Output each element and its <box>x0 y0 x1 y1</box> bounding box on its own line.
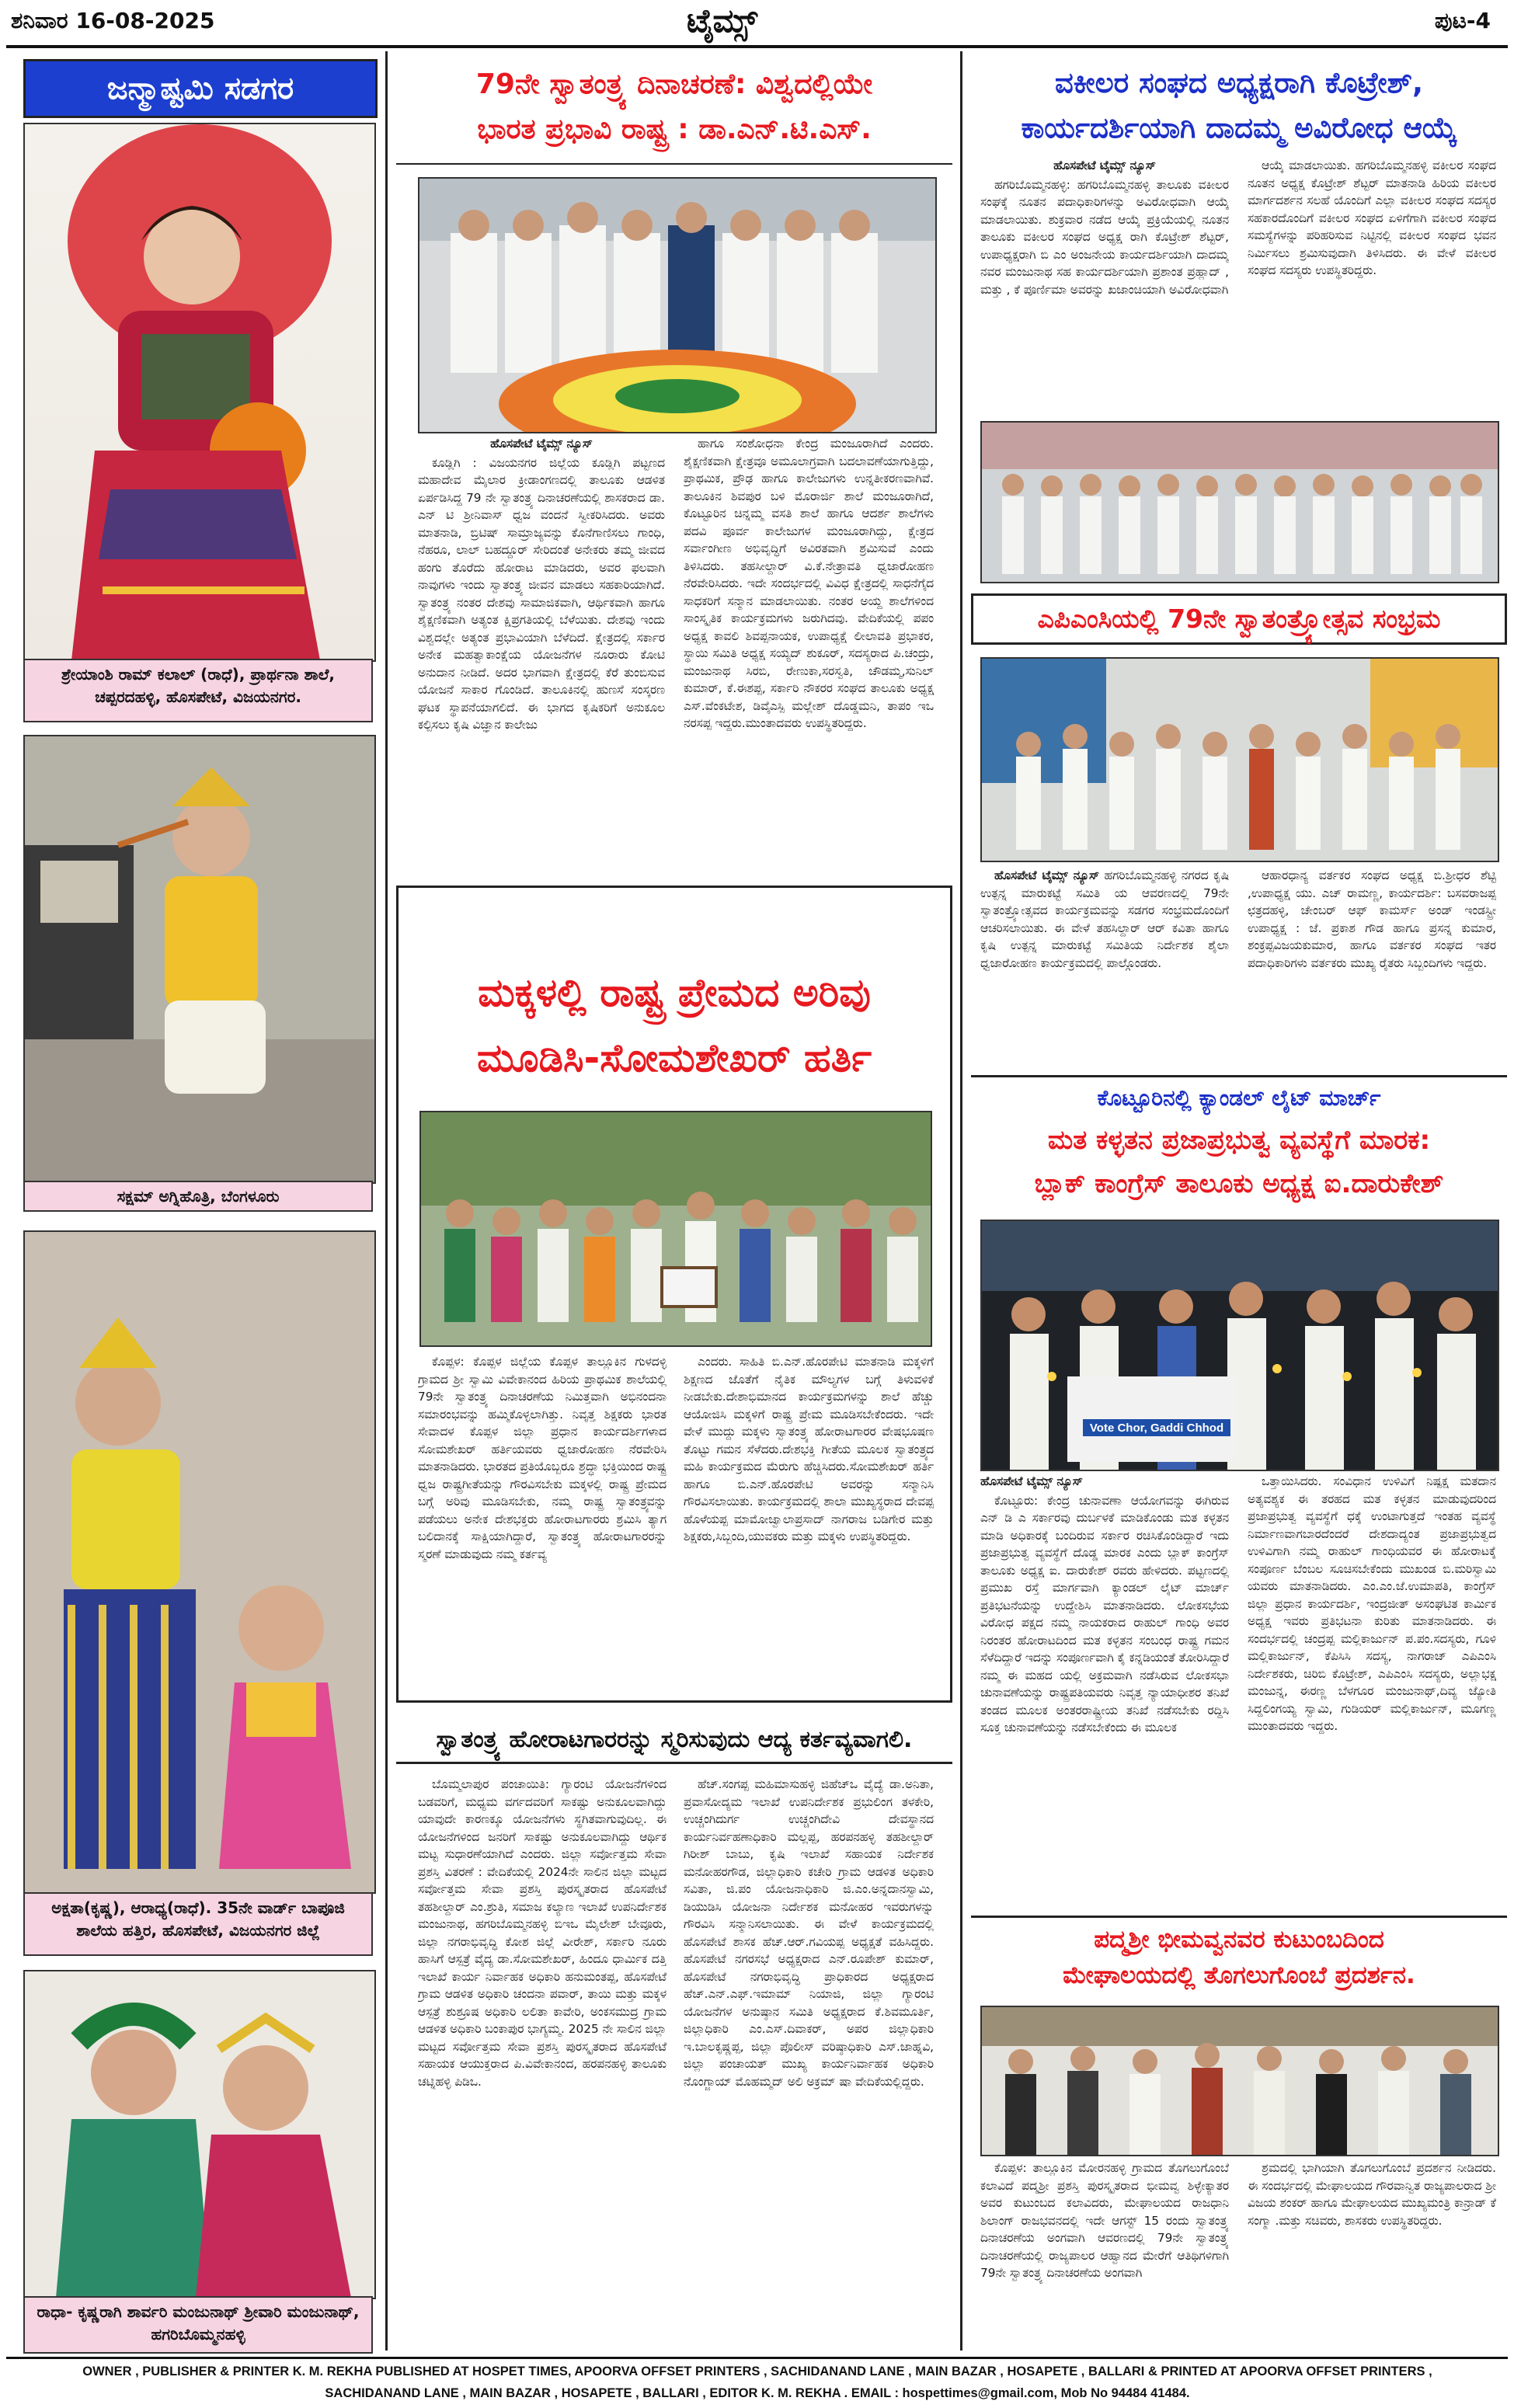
article4-text-1: ಹಗರಿಬೊಮ್ಮನಹಳ್ಳಿ: ಹಗರಿಬೊಮ್ಮನಹಳ್ಳಿ ತಾಲೂಕು ವಕೀಲರ ಸಂಘಕ್ಕೆ ನೂತನ ಪದಾಧಿಕಾರಿಗಳನ್ನು ಅವಿರೋಧವಾಗಿ ಆಯ್ಕೆ ಮಾಡಲಾಯಿತು. ಶುಕ್ರವಾರ ನಡೆದ ಆಯ್ಕೆ ಪ್ರಕ್ರಿಯೆಯಲ್ಲಿ ನೂತನ ತಾಲೂಕು ವಕೀಲರ ಸಂಘದ ಅಧ್ಯಕ್ಷ ರಾಗಿ ಕೊಟ್ರೇಶ್ ಶೆಟ್ಟರ್, ಉಪಾಧ್ಯಕ್ಷರಾಗಿ ಬಿ ಎಂ ಅಂಜನೇಯ ಕಾರ್ಯದರ್ಶಿಯಾಗಿ ದಾದಮ್ಮ ನವರ ಮಂಜುನಾಥ ಸಹ ಕಾರ್ಯದರ್ಶಿಯಾಗಿ ಪ್ರಶಾಂತ ಪ್ರಹ್ಲಾದ್ , ಮತ್ತು , ಕೆ ಪೂರ್ಣಿಮಾ ಅವರನ್ನು ಖಜಾಂಚಿಯಾಗಿ ಅವಿರೋಧವಾಗಿ <box>980 177 1229 297</box>
article6-headline <box>971 1119 1507 1206</box>
article1-byline: ಹೊಸಪೇಟೆ ಟೈಮ್ಸ್ ನ್ಯೂಸ್ <box>490 437 593 451</box>
imprint-line-1: OWNER , PUBLISHER & PRINTER K. M. REKHA PUBLISHED AT HOSPET TIMES, APOORVA OFFSET PRINTERS , SACHIDANAND LANE , MAIN BAZAR , HOSAPETE , BALLARI & PRINTED AT APOORVA OFFSET PRINTERS , <box>82 2365 1432 2378</box>
article4-headline-line1: ವಕೀಲರ ಸಂಘದ ಅಧ್ಯಕ್ಷರಾಗಿ ಕೊಟ್ರೇಶ್, <box>1054 66 1424 99</box>
article6-column2 <box>1248 1473 1496 1799</box>
article2-headline-line2: ಮೂಡಿಸಿ-ಸೋಮಶೇಖರ್ ಹರ್ತಿ <box>477 1035 872 1080</box>
article6-kicker: ಕೊಟ್ಟೂರಿನಲ್ಲಿ ಕ್ಯಾಂಡಲ್ ಲೈಟ್ ಮಾರ್ಚ್ <box>1097 1085 1381 1111</box>
article6-text-2: ಒತ್ತಾಯಿಸಿದರು. ಸಂವಿಧಾನ ಉಳಿವಿಗೆ ನಿಷ್ಪಕ್ಷ ಮತದಾನ ಅತ್ಯವಶ್ಯಕ ಈ ತರಹದ ಮತ ಕಳ್ಳತನ ಮಾಡುವುದರಿಂದ ಪ್ರಜಾಪ್ರಭುತ್ವ ವ್ಯವಸ್ಥೆಗೆ ಧಕ್ಕೆ ಉಂಟಾಗುತ್ತದೆ ಇಂತಹ ವ್ಯವಸ್ಥೆ ನಿರ್ಮಾಣವಾಗಬಾರದೆಂದರೆ ದೇಶದಾದ್ಯಂತ ಪ್ರಜಾಪ್ರಭುತ್ವದ ಉಳಿವಿಗಾಗಿ ನಮ್ಮ ರಾಹುಲ್ ಗಾಂಧಿಯವರ ಈ ಹೋರಾಟಕ್ಕೆ ಸಂಪೂರ್ಣ ಬೆಂಬಲ ಸೂಚಿಸಬೇಕೆಂದು ಮುಖಂಡ ಬಿ.ಮರಿಸ್ವಾಮಿ ಯವರು ಮಾತನಾಡಿದರು. ಎಂ.ಎಂ.ಜೆ.ಉಮಾಪತಿ, ಕಾಂಗ್ರೆಸ್ ಜಿಲ್ಲಾ ಪ್ರಧಾನ ಕಾರ್ಯದರ್ಶಿ, ಇಂದ್ರಜೀತ್ ಅಸಂಘಟಿತ ಕಾರ್ಮಿಕ ಅಧ್ಯಕ್ಷ ಇವರು ಪ್ರತಿಭಟನಾ ಕುರಿತು ಮಾತನಾಡಿದರು. ಈ ಸಂದರ್ಭದಲ್ಲಿ ಚಂದ್ರಪ್ಪ ಮಲ್ಲಿಕಾರ್ಜುನ್ ಪ.ಪಂ.ಸದಸ್ಯರು, ಗೂಳಿ ಮಲ್ಲಿಕಾರ್ಜುನ್, ಕೆಪಿಸಿಸಿ ಸದಸ್ಯ, ನಾಗರಾಜ್ ಎಪಿಎಂಸಿ ನಿರ್ದೇಶಕರು, ಚಿರಿಬಿ ಕೊಟ್ರೇಶ್, ಎಪಿಎಂಸಿ ಸದಸ್ಯರು, ಅಲ್ಲಾಭಕ್ಷ ಮಂಜುನ್ನ, ಈರಣ್ಣ ಬೆಳಗೂರ ಮಂಜುನಾಥ್,ದಿವ್ಯ ಜ್ಯೋತಿ ಸಿದ್ದಲಿಂಗಯ್ಯ ಸ್ವಾಮಿ, ಗುಡಿಯರ್ ಮಲ್ಲಿಕಾರ್ಜುನ್, ಮೂಗಣ್ಣ ಮುಂತಾದವರು ಇದ್ದರು. <box>1248 1474 1496 1733</box>
article1-text-2: ಹಾಗೂ ಸಂಶೋಧನಾ ಕೇಂದ್ರ ಮಂಜೂರಾಗಿದೆ ಎಂದರು. ಶೈಕ್ಷಣಿಕವಾಗಿ ಕ್ಷೇತ್ರವೂ ಅಮೂಲಾಗ್ರವಾಗಿ ಬದಲಾವಣೆಯಾಗುತ್ತಿದ್ದು, ಪ್ರಾಥಮಿಕ, ಪ್ರೌಢ ಹಾಗೂ ಕಾಲೇಜುಗಳು ಉನ್ನತೀಕರಣವಾಗಿವೆ. ತಾಲೂಕಿನ ಶಿವಪುರ ಬಳಿ ಮೊರಾರ್ಜಿ ಶಾಲೆ ಮಂಜೂರಾಗಿದೆ, ಕೊಟ್ಟೂರಿನ ಚಿನ್ನಮ್ಮ ವಸತಿ ಶಾಲೆ ಹಾಗೂ ಆದರ್ಶ ಶಾಲೆಗಳು ಪದವಿ ಪೂರ್ವ ಕಾಲೇಜುಗಳ ಮಂಜೂರಾಗಿದ್ದು, ಕ್ಷೇತ್ರದ ಸರ್ವಾಂಗೀಣ ಅಭಿವೃದ್ಧಿಗೆ ಅವಿರತವಾಗಿ ಶ್ರಮಿಸುವೆ ಎಂದು ತಿಳಿಸಿದರು. ತಹಸೀಲ್ದಾರ್ ವಿ.ಕೆ.ನೇತ್ರಾವತಿ ಧ್ವಜಾರೋಹಣ ನೆರವೇರಿಸಿದರು. ಇದೇ ಸಂದರ್ಭದಲ್ಲಿ ವಿವಿಧ ಕ್ಷೇತ್ರದಲ್ಲಿ ಸಾಧನೆಗೈದ ಸಾಧಕರಿಗೆ ಸನ್ಮಾನ ಮಾಡಲಾಯಿತು. ನಂತರ ಅಯ್ದ ಶಾಲೆಗಳಿಂದ ಸಾಂಸ್ಕೃತಿಕ ಕಾರ್ಯಕ್ರಮಗಳು ಜರುಗಿದವು. ವೇದಿಕೆಯಲ್ಲಿ ಪಪಂ ಅಧ್ಯಕ್ಷ ಕಾವಲಿ ಶಿವಪ್ಪನಾಯಕ, ಉಪಾಧ್ಯಕ್ಷೆ ಲೀಲಾವತಿ ಪ್ರಭಾಕರ, ಸ್ಥಾಯಿ ಸಮಿತಿ ಅಧ್ಯಕ್ಷ ಸಯ್ಯದ್ ಶುಕೂರ್, ಸದಸ್ಯರಾದ ಪಿ.ಚಂದ್ರು, ಮಂಜುನಾಥ ಸಿರಬಿ, ರೇಣುಕಾ,ಸರಸ್ವತಿ, ಚೌಡಮ್ಮ,ಸುನಿಲ್ ಕುಮಾರ್, ಕೆ.ಈಶಪ್ಪ, ಸರ್ಕಾರಿ ನೌಕರರ ಸಂಘದ ತಾಲೂಕು ಅಧ್ಯಕ್ಷ ಎಸ್.ವೆಂಕಟೇಶ, ಡಿವೈಎಸ್ಪಿ ಮಲ್ಲೇಶ್ ದೊಡ್ಡಮನಿ, ತಾಪಂ ಇಒ ನರಸಪ್ಪ ಇದ್ದರು.ಮುಂತಾದವರು ಉಪಸ್ಥಿತರಿದ್ದರು. <box>684 437 934 730</box>
article7-column1 <box>980 2159 1229 2351</box>
article6-column1 <box>980 1473 1229 1799</box>
photo-caption-2: ಸಕ್ಷಮ್ ಅಗ್ನಿಹೊತ್ರಿ, ಬೆಂಗಳೂರು <box>23 1181 373 1212</box>
article5-text-1: ಹಗರಿಬೊಮ್ಮನಹಳ್ಳಿ ನಗರದ ಕೃಷಿ ಉತ್ಪನ್ನ ಮಾರುಕಟ್ಟೆ ಸಮಿತಿ ಯ ಆವರಣದಲ್ಲಿ 79ನೇ ಸ್ವಾತಂತ್ರ್ಯೋತ್ಸವದ ಕಾರ್ಯಕ್ರಮವನ್ನು ಸಡಗರ ಸಂಭ್ರಮದೊಂದಿಗೆ ಆಚರಿಸಲಾಯಿತು. ಈ ವೇಳೆ ತಹಸಿಲ್ದಾರ್ ಆರ್ ಕವಿತಾ ಹಾಗೂ ಕೃಷಿ ಉತ್ಪನ್ನ ಮಾರುಕಟ್ಟೆ ಸಮಿತಿಯ ನಿರ್ದೇಶಕ ಶೈಲಾ ಧ್ವಜಾರೋಹಣ ಕಾರ್ಯಕ್ರಮದಲ್ಲಿ ಪಾಲ್ಗೊಂಡರು. <box>980 868 1229 970</box>
article6-headline-line2: ಬ್ಲಾಕ್ ಕಾಂಗ್ರೆಸ್ ತಾಲೂಕು ಅಧ್ಯಕ್ಷ ಐ.ದಾರುಕೇಶ್ <box>1034 1168 1444 1199</box>
article3-column1 <box>418 1776 667 2351</box>
article7-headline-line1: ಪದ್ಮಶ್ರೀ ಭೀಮವ್ವನವರ ಕುಟುಂಬದಿಂದ <box>1094 1926 1384 1954</box>
article1-photo <box>418 177 937 433</box>
article7-headline <box>971 1922 1507 1993</box>
article7-column2 <box>1248 2159 1496 2351</box>
article6-top-rule <box>971 1075 1507 1077</box>
article3-column2 <box>684 1776 934 2351</box>
article6-text-1: ಕೊಟ್ಟೂರು: ಕೇಂದ್ರ ಚುನಾವಣಾ ಆಯೋಗವನ್ನು ಈಗಿರುವ ಎನ್ ಡಿ ಎ ಸರ್ಕಾರವು ದುರ್ಬಳಕೆ ಮಾಡಿಕೊಂಡು ಮತ ಕಳ್ಳತನ ಮಾಡಿ ಅಧಿಕಾರಕ್ಕೆ ಬಂದಿರುವ ಸರ್ಕಾರ ರಚಿಸಿಕೊಂಡಿದ್ದಾರೆ ಇದು ಪ್ರಜಾಪ್ರಭುತ್ವ ವ್ಯವಸ್ಥೆಗೆ ದೊಡ್ಡ ಮಾರಕ ಎಂದು ಬ್ಲಾಕ್ ಕಾಂಗ್ರೆಸ್ ತಾಲೂಕು ಅಧ್ಯಕ್ಷ ಐ. ದಾರುಕೇಶ್ ರವರು ಹೇಳಿದರು. ಪಟ್ಟಣದಲ್ಲಿ ಪ್ರಮುಖ ರಸ್ತೆ ಮಾರ್ಗವಾಗಿ ಕ್ಯಾಂಡಲ್ ಲೈಟ್ ಮಾರ್ಚ್ ಪ್ರತಿಭಟನೆಯನ್ನು ಉದ್ದೇಶಿಸಿ ಮಾತನಾಡಿದರು. ಲೋಕಸಭೆಯ ವಿರೋಧ ಪಕ್ಷದ ನಮ್ಮ ನಾಯಕರಾದ ರಾಹುಲ್ ಗಾಂಧಿ ಅವರ ನಿರಂತರ ಹೋರಾಟದಿಂದ ಮತ ಕಳ್ಳತನ ಸಂಬಂಧ ರಾಷ್ಟ್ರ ಗಮನ ಸೆಳೆದಿದ್ದಾರೆ ಇದನ್ನು ಸಂಪೂರ್ಣವಾಗಿ ಕೈ ಕನ್ನಡಿಯಂತೆ ತೋರಿಸಿದ್ದಾರೆ ನಮ್ಮ ಈ ಮಹದ ಯಲ್ಲಿ ಅಕ್ರಮವಾಗಿ ನಡೆಸಿರುವ ಲೋಕಸಭಾ ಚುನಾವಣೆಯನ್ನು ರಾಷ್ಟ್ರಪತಿಯವರು ನಿವೃತ್ತ ನ್ಯಾಯಾಧೀಶರ ತನಿಖೆ ತಂಡದ ಮೂಲಕ ಅಂತರರಾಷ್ಟ್ರೀಯ ತನಿಖೆ ನಡೆಸಬೇಕು ರದ್ದಿಸಿ ಸೂಕ್ತ ಚುನಾವಣೆಯನ್ನು ನಡೆಸಬೇಕೆಂದು ಈ ಮೂಲಕ <box>980 1493 1229 1735</box>
article1-rule <box>396 163 952 165</box>
article4-text-2: ಆಯ್ಕೆ ಮಾಡಲಾಯಿತು. ಹಗರಿಬೊಮ್ಮನಹಳ್ಳಿ ವಕೀಲರ ಸಂಘದ ನೂತನ ಅಧ್ಯಕ್ಷ ಕೊಟ್ರೇಶ್ ಶೆಟ್ಟರ್ ಮಾತನಾಡಿ ಹಿರಿಯ ವಕೀಲರ ಮಾರ್ಗದರ್ಶನ ಸಲಹೆ ಯೊಂದಿಗೆ ಎಲ್ಲಾ ವಕೀಲರ ಸಂಘದ ಸದಸ್ಯರ ಸಹಕಾರದೊಂದಿಗೆ ವಕೀಲರ ಸಂಘದ ಏಳಿಗೆಗಾಗಿ ವಕೀಲರ ಸಂಘದ ಸಮಸ್ಯೆಗಳನ್ನು ಪರಿಹರಿಸುವ ನಿಟ್ಟಿನಲ್ಲಿ ವಕೀಲರ ಸಂಘದ ಭವನ ನಿರ್ಮಿಸಲು ಶ್ರಮಿಸುವುದಾಗಿ ತಿಳಿಸಿದರು. ಈ ವೇಳೆ ವಕೀಲರ ಸಂಘದ ಸದಸ್ಯರು ಉಪಸ್ಥಿತರಿದ್ದರು. <box>1248 158 1496 277</box>
issue-date: ಶನಿವಾರ 16-08-2025 <box>11 8 215 33</box>
paper-name: ಟೈಮ್ಸ್ <box>687 2 758 40</box>
article1-column1 <box>418 435 665 878</box>
article2-text-1: ಕೊಪ್ಪಳ: ಕೊಪ್ಪಳ ಜಿಲ್ಲೆಯ ಕೊಪ್ಪಳ ತಾಲ್ಲೂಕಿನ ಗುಳದಳ್ಳಿ ಗ್ರಾಮದ ಶ್ರೀ ಸ್ವಾಮಿ ವಿವೇಕಾನಂದ ಹಿರಿಯ ಪ್ರಾಥಮಿಕ ಶಾಲೆಯಲ್ಲಿ 79ನೇ ಸ್ವಾತಂತ್ರ್ಯ ದಿನಾಚರಣೆಯ ನಿಮಿತ್ತವಾಗಿ ಅಭಿನಂದನಾ ಸಮಾರಂಭವನ್ನು ಹಮ್ಮಿಕೊಳ್ಳಲಾಗಿತ್ತು. ನಿವೃತ್ತ ಶಿಕ್ಷಕರು ಭಾರತ ಸೇವಾದಳ ಕೊಪ್ಪಳ ಜಿಲ್ಲಾ ಪ್ರಧಾನ ಕಾರ್ಯದರ್ಶಿಗಳಾದ ಸೋಮಶೇಖರ್ ಹರ್ತಿಯವರು ಧ್ವಜಾರೋಹಣ ನೆರವೇರಿಸಿ ಮಾತನಾಡಿದರು. ಭಾರತದ ಪ್ರತಿಯೊಬ್ಬರೂ ಶ್ರದ್ಧಾ ಭಕ್ತಿಯಿಂದ ರಾಷ್ಟ್ರ ಧ್ವಜ ರಾಷ್ಟ್ರಗೀತೆಯನ್ನು ಗೌರವಿಸಬೇಕು ಮಕ್ಕಳಲ್ಲಿ ರಾಷ್ಟ್ರ ಪ್ರೇಮದ ಬಗ್ಗೆ ಅರಿವು ಮೂಡಿಸಬೇಕು, ನಮ್ಮ ರಾಷ್ಟ್ರ ಸ್ವಾತಂತ್ರ್ಯವನ್ನು ಪಡೆಯಲು ಅನೇಕ ದೇಶಭಕ್ತರು ಹೋರಾಟಗಾರರು ಶ್ರಮಿಸಿ ತ್ಯಾಗ ಬಲಿದಾನಕ್ಕೆ ಸಾಕ್ಷಿಯಾಗಿದ್ದಾರೆ, ಸ್ವಾತಂತ್ರ್ಯ ಹೋರಾಟಗಾರರನ್ನು ಸ್ಮರಣೆ ಮಾಡುವುದು ನಮ್ಮ ಕರ್ತವ್ಯ <box>418 1355 667 1561</box>
imprint-line-2: SACHIDANAND LANE , MAIN BAZAR , HOSAPETE , BALLARI , EDITOR K. M. REKHA . EMAIL : hospettimes@gmail.com, Mob No 94484 41484. <box>325 2386 1190 2400</box>
article2-photo <box>419 1111 932 1347</box>
article7-text-2: ಶ್ರಮದಲ್ಲಿ ಭಾಗಿಯಾಗಿ ತೊಗಲುಗೊಂಬೆ ಪ್ರದರ್ಶನ ನೀಡಿದರು. ಈ ಸಂದರ್ಭದಲ್ಲಿ ಮೇಘಾಲಯದ ಗೌರವಾನ್ವಿತ ರಾಜ್ಯಪಾಲರಾದ ಶ್ರೀ ವಿಜಯ ಶಂಕರ್ ಹಾಗೂ ಮೇಘಾಲಯದ ಮುಖ್ಯಮಂತ್ರಿ ಕಾನ್ರಾಡ್ ಕೆ ಸಂಗ್ಮಾ .ಮತ್ತು ಸಚಿವರು, ಶಾಸಕರು ಉಪಸ್ಥಿತರಿದ್ದರು. <box>1248 2161 1496 2228</box>
article1-headline-line2: ಭಾರತ ಪ್ರಭಾವಿ ರಾಷ್ಟ್ರ : ಡಾ.ಎನ್.ಟಿ.ಎಸ್. <box>477 113 872 145</box>
article2-headline <box>404 960 945 1091</box>
column-divider-2 <box>960 51 962 2351</box>
article3-text-1: ಬೊಮ್ಮಲಾಪುರ ಪಂಚಾಯಿತಿ: ಗ್ಯಾರಂಟಿ ಯೋಜನೆಗಳಿಂದ ಬಡವರಿಗೆ, ಮಧ್ಯಮ ವರ್ಗದವರಿಗೆ ಸಾಕಷ್ಟು ಅನುಕೂಲವಾಗಿದ್ದು ಯಾವುದೇ ಕಾರಣಕ್ಕೂ ಯೋಜನೆಗಳು ಸ್ಥಗಿತವಾಗುವುದಿಲ್ಲ. ಈ ಯೋಜನೆಗಳಿಂದ ಜನರಿಗೆ ಸಾಕಷ್ಟು ಅನುಕೂಲವಾಗಿದ್ದು ಆರ್ಥಿಕ ಮಟ್ಟ ಸುಧಾರಣೆಯಾಗಿದೆ ಎಂದರು. ಜಿಲ್ಲಾ ಸರ್ವೋತ್ತಮ ಸೇವಾ ಪ್ರಶಸ್ತಿ ವಿತರಣೆ : ವೇದಿಕೆಯಲ್ಲಿ 2024ನೇ ಸಾಲಿನ ಜಿಲ್ಲಾ ಮಟ್ಟದ ಸರ್ವೋತ್ತಮ ಸೇವಾ ಪ್ರಶಸ್ತಿ ಪುರಸ್ಕೃತರಾದ ಹೊಸಪೇಟೆ ತಹಶೀಲ್ದಾರ್ ಎಂ.ಶ್ರುತಿ, ಸಮಾಜ ಕಲ್ಯಾಣ ಇಲಾಖೆ ಉಪನಿರ್ದೇಶಕ ಮಂಜುನಾಥ, ಹಗರಿಬೊಮ್ಮನಹಳ್ಳಿ ಬಿಇಒ ಮೈಲೇಶ್ ಬೇವೂರು, ಜಿಲ್ಲಾ ನಗರಾಭಿವೃದ್ಧಿ ಕೋಶ ಜಿಲ್ಲೆ ವೀರೇಶ್, ಸರ್ಕಾರಿ ನೂರು ಹಾಸಿಗೆ ಆಸ್ಪತ್ರೆ ವೈದ್ಯ ಡಾ.ಸೋಮಶೇಖರ್, ಹಿಂದೂ ಧಾರ್ಮಿಕ ದತ್ತಿ ಇಲಾಖೆ ಕಾರ್ಯ ನಿರ್ವಾಹಕ ಅಧಿಕಾರಿ ಹನುಮಂತಪ್ಪ, ಹೊಸಪೇಟೆ ಗ್ರಾಮ ಆಡಳಿತ ಅಧಿಕಾರಿ ಚಂದನಾ ಪವಾರ್, ತಾಯಿ ಮತ್ತು ಮಕ್ಕಳ ಆಸ್ಪತ್ರೆ ಶುಶ್ರೂಷ ಅಧಿಕಾರಿ ಲಲಿತಾ ಕಾವೇರಿ, ಅಂಕಸಮುದ್ರ ಗ್ರಾಮ ಆಡಳಿತ ಅಧಿಕಾರಿ ಬಂಕಾಪುರ ಭಾಗ್ಯಮ್ಮ. 2025 ನೇ ಸಾಲಿನ ಜಿಲ್ಲಾ ಮಟ್ಟದ ಸರ್ವೋತ್ತಮ ಸೇವಾ ಪ್ರಶಸ್ತಿ ಪುರಸ್ಕೃತರಾದ ಹೊಸಪೇಟೆ ಸಹಾಯಕ ಆಯುಕ್ತರಾದ ಪಿ.ವಿವೇಕಾನಂದ, ಹರಪನಹಳ್ಳಿ ತಾಲೂಕು ಚಟ್ನಿಹಳ್ಳಿ ಪಿಡಿಒ. <box>418 1777 667 2089</box>
photo-radha-krishna-4 <box>23 1970 376 2299</box>
article5-byline: ಹೊಸಪೇಟೆ ಟೈಮ್ಸ್ ನ್ಯೂಸ್ <box>994 868 1100 882</box>
article1-column2 <box>684 435 934 878</box>
article3-headline: ಸ್ವಾತಂತ್ರ್ಯ ಹೋರಾಟಗಾರರನ್ನು ಸ್ಮರಿಸುವುದು ಆದ್ಯ ಕರ್ತವ್ಯವಾಗಲಿ. <box>396 1723 952 1764</box>
article4-headline-line2: ಕಾರ್ಯದರ್ಶಿಯಾಗಿ ದಾದಮ್ಮ ಅವಿರೋಧ ಆಯ್ಕೆ <box>1021 111 1457 144</box>
article2-column2 <box>684 1353 934 1695</box>
article3-text-2: ಹೆಚ್.ಸಂಗಪ್ಪ ಮಹಿಮಾಸುಹಳ್ಳಿ ಜಿಹೆಚ್ಒ ವೈದ್ಯೆ ಡಾ.ಅನಿತಾ, ಪ್ರವಾಸೋದ್ಯಮ ಇಲಾಖೆ ಉಪನಿರ್ದೇಶಕ ಪ್ರಭುಲಿಂಗ ತಳಕೇರಿ, ಉಚ್ಚಂಗಿದುರ್ಗ ಉಚ್ಚಂಗಿದೇವಿ ದೇವಸ್ಥಾನದ ಕಾರ್ಯನಿರ್ವಹಣಾಧಿಕಾರಿ ಮಲ್ಲಪ್ಪ, ಹರಪನಹಳ್ಳಿ ತಹಶೀಲ್ದಾರ್ ಗಿರೀಶ್ ಬಾಬು, ಕೃಷಿ ಇಲಾಖೆ ಸಹಾಯಕ ನಿರ್ದೇಶಕ ಮನೋಹರಗೌಡ, ಜಿಲ್ಲಾಧಿಕಾರಿ ಕಚೇರಿ ಗ್ರಾಮ ಆಡಳಿತ ಅಧಿಕಾರಿ ಸವಿತಾ, ಜಿ.ಪಂ ಯೋಜನಾಧಿಕಾರಿ ಜಿ.ಎಂ.ಅನ್ನದಾನಸ್ವಾಮಿ, ಡಿಯುಡಿಸಿ ಯೋಜನಾ ನಿರ್ದೇಶಕ ಮನೋಹರ ಇವರುಗಳನ್ನು ಗೌರವಿಸಿ ಸನ್ಮಾನಿಸಲಾಯಿತು. ಈ ವೇಳೆ ಕಾರ್ಯಕ್ರಮದಲ್ಲಿ ಹೊಸಪೇಟೆ ಶಾಸಕ ಹೆಚ್.ಆರ್.ಗವಿಯಪ್ಪ ಅಧ್ಯಕ್ಷತೆ ವಹಿಸಿದ್ದರು. ಹೊಸಪೇಟೆ ನಗರಸಭೆ ಅಧ್ಯಕ್ಷರಾದ ಎನ್.ರೂಪೇಶ್ ಕುಮಾರ್, ಹೊಸಪೇಟೆ ನಗರಾಭಿವೃದ್ಧಿ ಪ್ರಾಧಿಕಾರದ ಅಧ್ಯಕ್ಷರಾದ ಹೆಚ್.ಎನ್.ಎಫ್.ಇಮಾಮ್ ನಿಯಾಜಿ, ಜಿಲ್ಲಾ ಗ್ಯಾರಂಟಿ ಯೋಜನೆಗಳ ಅನುಷ್ಠಾನ ಸಮಿತಿ ಅಧ್ಯಕ್ಷರಾದ ಕೆ.ಶಿವಮೂರ್ತಿ, ಜಿಲ್ಲಾಧಿಕಾರಿ ಎಂ.ಎಸ್.ದಿವಾಕರ್, ಅಪರ ಜಿಲ್ಲಾಧಿಕಾರಿ ಇ.ಬಾಲಕೃಷ್ಣಪ್ಪ, ಜಿಲ್ಲಾ ಪೊಲೀಸ್ ವರಿಷ್ಠಾಧಿಕಾರಿ ಎಸ್.ಜಾಹ್ನವಿ, ಜಿಲ್ಲಾ ಪಂಚಾಯತ್ ಮುಖ್ಯ ಕಾರ್ಯನಿರ್ವಾಹಕ ಅಧಿಕಾರಿ ನೊಂಗ್ಜಾಯ್ ಮೊಹಮ್ಮದ್ ಅಲಿ ಅಕ್ರಮ್ ಷಾ ವೇದಿಕೆಯಲ್ಲಿದ್ದರು. <box>684 1777 934 2089</box>
article2-text-2: ಎಂದರು. ಸಾಹಿತಿ ಬಿ.ಎನ್.ಹೊರಪೇಟಿ ಮಾತನಾಡಿ ಮಕ್ಕಳಿಗೆ ಶಿಕ್ಷಣದ ಜೊತೆಗೆ ನೈತಿಕ ಮೌಲ್ಯಗಳ ಬಗ್ಗೆ ತಿಳುವಳಿಕೆ ನೀಡಬೇಕು.ದೇಶಾಭಿಮಾನದ ಕಾರ್ಯಕ್ರಮಗಳನ್ನು ಶಾಲೆ ಹೆಚ್ಚು ಆಯೋಜಿಸಿ ಮಕ್ಕಳಿಗೆ ರಾಷ್ಟ್ರ ಪ್ರೇಮ ಮೂಡಿಸಬೇಕೆಂದರು. ಇದೇ ವೇಳೆ ಮುದ್ದು ಮಕ್ಕಳು ಸ್ವಾತಂತ್ರ್ಯ ಹೋರಾಟಗಾರರ ವೇಷಭೂಷಣ ತೊಟ್ಟು ಗಮನ ಸೆಳೆದರು.ದೇಶಭಕ್ತಿ ಗೀತೆಯ ಮೂಲಕ ಸ್ವಾತಂತ್ರ್ಯದ ಮಹಿ ಕಾರ್ಯಕ್ರಮದ ಮೆರುಗು ಹೆಚ್ಚಿಸಿದರು.ಸೋಮಶೇಖರ್ ಹರ್ತಿ ಹಾಗೂ ಬಿ.ಎನ್.ಹೊರಪೇಟಿ ಅವರನ್ನು ಸನ್ಮಾನಿಸಿ ಗೌರವಿಸಲಾಯಿತು. ಕಾರ್ಯಕ್ರಮದಲ್ಲಿ ಶಾಲಾ ಮುಖ್ಯಸ್ಥರಾದ ದೇವಪ್ಪ ಹೊಳೆಯಪ್ಪ ಮಾಮೋಜ್ವಾಲಾಪ್ರಸಾದ್ ನಾಗರಾಜ ಬಡಿಗೇರ ಮತ್ತು ಶಿಕ್ಷಕರು,ಸಿಬ್ಬಂದಿ,ಯುವಕರು ಮತ್ತು ಮಕ್ಕಳು ಉಪಸ್ಥಿತರಿದ್ದರು. <box>684 1355 934 1543</box>
masthead <box>0 0 1514 47</box>
meghalaya-raj-bhavan-photo <box>982 2007 1498 2155</box>
article7-text-1: ಕೊಪ್ಪಳ: ತಾಲ್ಲೂಕಿನ ಮೋರನಹಳ್ಳಿ ಗ್ರಾಮದ ತೊಗಲುಗೊಂಬೆ ಕಲಾವಿದೆ ಪದ್ಮಶ್ರೀ ಪ್ರಶಸ್ತಿ ಪುರಸ್ಕೃತರಾದ ಭೀಮವ್ವ ಶಿಳ್ಳೇಕ್ಯಾತರ ಅವರ ಕುಟುಂಬದ ಕಲಾವಿದರು, ಮೇಘಾಲಯದ ರಾಜಧಾನಿ ಶಿಲಾಂಗ್ ರಾಜಭವನದಲ್ಲಿ ಇದೇ ಆಗಸ್ಟ್ 15 ರಂದು ಸ್ವಾತಂತ್ರ್ಯ ದಿನಾಚರಣೆಯ ಅಂಗವಾಗಿ ಆವರಣದಲ್ಲಿ 79ನೇ ಸ್ವಾತಂತ್ರ್ಯ ದಿನಾಚರಣೆಯಲ್ಲಿ ರಾಜ್ಯಪಾಲರ ಆಹ್ವಾನದ ಮೇರೆಗೆ ಆತಿಥಿಗಳಿಗಾಗಿ 79ನೇ ಸ್ವಾತಂತ್ರ್ಯ ದಿನಾಚರಣೆಯ ಅಂಗವಾಗಿ <box>980 2161 1229 2280</box>
candle-march-photo <box>982 1221 1498 1470</box>
article1-text-1: ಕೂಡ್ಲಿಗಿ : ವಿಜಯನಗರ ಜಿಲ್ಲೆಯ ಕೂಡ್ಲಿಗಿ ಪಟ್ಟಣದ ಮಹಾದೇವ ಮೈಲಾರ ಕ್ರೀಡಾಂಗಣದಲ್ಲಿ ತಾಲೂಕು ಆಡಳಿತ ಏರ್ಪಡಿಸಿದ್ದ 79 ನೇ ಸ್ವಾತಂತ್ರ್ಯ ದಿನಾಚರಣೆಯಲ್ಲಿ ಶಾಸಕರಾದ ಡಾ. ಎನ್ ಟಿ ಶ್ರೀನಿವಾಸ್ ಧ್ವಜ ವಂದನೆ ಸ್ವೀಕರಿಸಿದರು. ಅವರು ಮಾತನಾಡಿ, ಬ್ರಿಟಿಷ್ ಸಾಮ್ರಾಜ್ಯವನ್ನು ಕೊನೆಗಾಣಿಸಲು ಗಾಂಧಿ, ನೆಹರೂ, ಲಾಲ್ ಬಹದ್ದೂರ್ ಸೇರಿದಂತೆ ಅನೇಕರು ತಮ್ಮ ಜೀವದ ಹಂಗು ತೊರೆದು ಹೋರಾಟ ಮಾಡಿದರು, ಅವರ ಫಲವಾಗಿ ನಾವುಗಳು ಇಂದು ಸ್ವಾತಂತ್ರ್ಯ ಜೀವನ ಮಾಡಲು ಸಹಕಾರಿಯಾಗಿದೆ. ಸ್ವಾತಂತ್ರ್ಯ ನಂತರ ದೇಶವು ಸಾಮಾಜಿಕವಾಗಿ, ಆರ್ಥಿಕವಾಗಿ ಹಾಗೂ ಶೈಕ್ಷಣಿಕವಾಗಿ ಅತ್ಯಂತ ಕ್ಷಿಪ್ರಗತಿಯಲ್ಲಿ ಬೆಳೆಯಿತು. ದೇಶವು ಇಂದು ವಿಶ್ವದಲ್ಲೇ ಅತ್ಯಂತ ಪ್ರಭಾವಿಯಾಗಿ ಬೆಳೆದಿದೆ. ಕ್ಷೇತ್ರದಲ್ಲಿ ಸರ್ಕಾರ ಅನೇಕ ಮಹತ್ವಾಕಾಂಕ್ಷೆಯ ಯೋಜನೆಗಳ ನೂರಾರು ಕೋಟಿ ಅನುದಾನ ನೀಡಿದೆ. ಅದರ ಭಾಗವಾಗಿ ಕ್ಷೇತ್ರದಲ್ಲಿ ಕೆರೆ ತುಂಬಿಸುವ ಯೋಜನೆ ಸಾಕಾರ ಗೊಂಡಿದೆ. ತಾಲೂಕಿನಲ್ಲಿ ಹುಣಸೆ ಸಂಸ್ಕರಣ ಘಟಕ ಸ್ಥಾಪನೆಯಾಗಲಿದೆ. ಈ ಭಾಗದ ಕೃಷಿಕರಿಗೆ ಅನುಕೂಲ ಕಲ್ಪಿಸಲು ಕೃಷಿ ವಿಜ್ಞಾನ ಕಾಲೇಜು <box>418 455 665 732</box>
footer-rule <box>6 2357 1508 2359</box>
article4-column2 <box>1248 157 1496 413</box>
article7-headline-line2: ಮೇಘಾಲಯದಲ್ಲಿ ತೊಗಲುಗೊಂಬೆ ಪ್ರದರ್ಶನ. <box>1063 1961 1415 1989</box>
article2-headline-line1: ಮಕ್ಕಳಲ್ಲಿ ರಾಷ್ಟ್ರ ಪ್ರೇಮದ ಅರಿವು <box>478 970 871 1015</box>
article1-headline-line1: 79ನೇ ಸ್ವಾತಂತ್ರ್ಯ ದಿನಾಚರಣೆ: ವಿಶ್ವದಲ್ಲಿಯೇ <box>475 68 873 100</box>
photo-krishna-radhe-3 <box>23 1230 376 1894</box>
article4-byline: ಹೊಸಪೇಟೆ ಟೈಮ್ಸ್ ನ್ಯೂಸ್ <box>1053 158 1156 172</box>
radha-krishna-illustration <box>25 1971 374 2298</box>
article6-byline: ಹೊಸಪೇಟೆ ಟೈಮ್ಸ್ ನ್ಯೂಸ್ <box>980 1474 1083 1488</box>
article5-text-2: ಆಹಾರಧಾನ್ಯ ವರ್ತಕರ ಸಂಘದ ಅಧ್ಯಕ್ಷ ಬಿ.ಶ್ರೀಧರ ಶೆಟ್ಟಿ ,ಉಪಾಧ್ಯಕ್ಷ ಯು. ಎಚ್ ರಾಮಣ್ಣ, ಕಾರ್ಯದರ್ಶಿ: ಬಸವರಾಜಪ್ಪ ಛತ್ರದಹಳ್ಳಿ, ಚೇಂಬರ್ ಆಫ್ ಕಾಮರ್ಸ್ ಅಂಡ್ ಇಂಡಸ್ಟ್ರೀ ಉಪಾಧ್ಯಕ್ಷ : ಜೆ. ಪ್ರಕಾಶ ಗೌಡ ಹಾಗೂ ಪ್ರಸನ್ನ ಕುಮಾರ, ಶಂಕ್ರಪ್ಪವಿಜಯಕುಮಾರ, ಹಾಗೂ ವರ್ತಕರ ಸಂಘದ ಇತರ ಪದಾಧಿಕಾರಿಗಳು ವರ್ತಕರು ಮುಖ್ಯ ರೈತರು ಸಿಬ್ಬಂದಿಗಳು ಇದ್ದರು. <box>1248 868 1496 970</box>
krishna-child-illustration <box>25 736 374 1182</box>
photo-radhe-1 <box>23 123 376 662</box>
article5-photo <box>980 657 1499 862</box>
apmc-celebration-photo <box>982 659 1498 861</box>
article4-photo <box>980 421 1499 583</box>
lawyers-group-photo <box>982 423 1498 582</box>
article1-headline <box>396 62 952 152</box>
photo-caption-1: ಶ್ರೇಯಾಂಶಿ ರಾಮ್ ಕಲಾಲ್ (ರಾಧೆ), ಪ್ರಾರ್ಥನಾ ಶಾಲೆ, ಚಪ್ಪರದಹಳ್ಳಿ, ಹೊಸಪೇಟೆ, ವಿಜಯನಗರ. <box>23 659 373 722</box>
radhe-child-illustration <box>25 124 374 660</box>
flag-hoisting-group-photo <box>419 179 935 432</box>
krishna-radhe-illustration <box>25 1232 374 1892</box>
article2-column1 <box>418 1353 667 1695</box>
photo-krishna-2 <box>23 735 376 1184</box>
article7-photo <box>980 2006 1499 2156</box>
article4-headline <box>971 61 1507 151</box>
janmashtami-section-title: ಜನ್ಮಾಷ್ಟಮಿ ಸಡಗರ <box>23 59 378 118</box>
school-celebration-photo <box>421 1112 931 1345</box>
article5-column2 <box>1248 867 1496 1069</box>
article5-column1 <box>980 867 1229 1069</box>
article7-top-rule <box>971 1916 1507 1918</box>
photo-caption-3: ಅಕ್ಷತಾ(ಕೃಷ್ಣ), ಆರಾಧ್ಯ(ರಾಧೆ). 35ನೇ ವಾರ್ಡ್ ಬಾಪೂಜಿ ಶಾಲೆಯ ಹತ್ತಿರ, ಹೊಸಪೇಟೆ, ವಿಜಯನಗರ ಜಿಲ್ಲೆ <box>23 1892 373 1956</box>
article5-headline: ಎಪಿಎಂಸಿಯಲ್ಲಿ 79ನೇ ಸ್ವಾತಂತ್ರ್ಯೋತ್ಸವ ಸಂಭ್ರಮ <box>971 593 1507 645</box>
page-number: ಪುಟ-4 <box>1434 8 1491 33</box>
column-divider-1 <box>385 51 388 2351</box>
vote-chor-banner-text: Vote Chor, Gaddi Chhod <box>1089 1421 1224 1435</box>
article6-headline-line1: ಮತ ಕಳ್ಳತನ ಪ್ರಜಾಪ್ರಭುತ್ವ ವ್ಯವಸ್ಥೆಗೆ ಮಾರಕ: <box>1047 1125 1431 1156</box>
photo-caption-4: ರಾಧಾ- ಕೃಷ್ಣರಾಗಿ ಶಾರ್ವರಿ ಮಂಜುನಾಥ್ ಶ್ರೀವಾರಿ ಮಂಜುನಾಥ್, ಹಗರಿಬೊಮ್ಮನಹಳ್ಳಿ <box>23 2296 373 2354</box>
masthead-rule <box>6 45 1508 48</box>
article4-column1 <box>980 157 1229 413</box>
article6-photo <box>980 1220 1499 1471</box>
